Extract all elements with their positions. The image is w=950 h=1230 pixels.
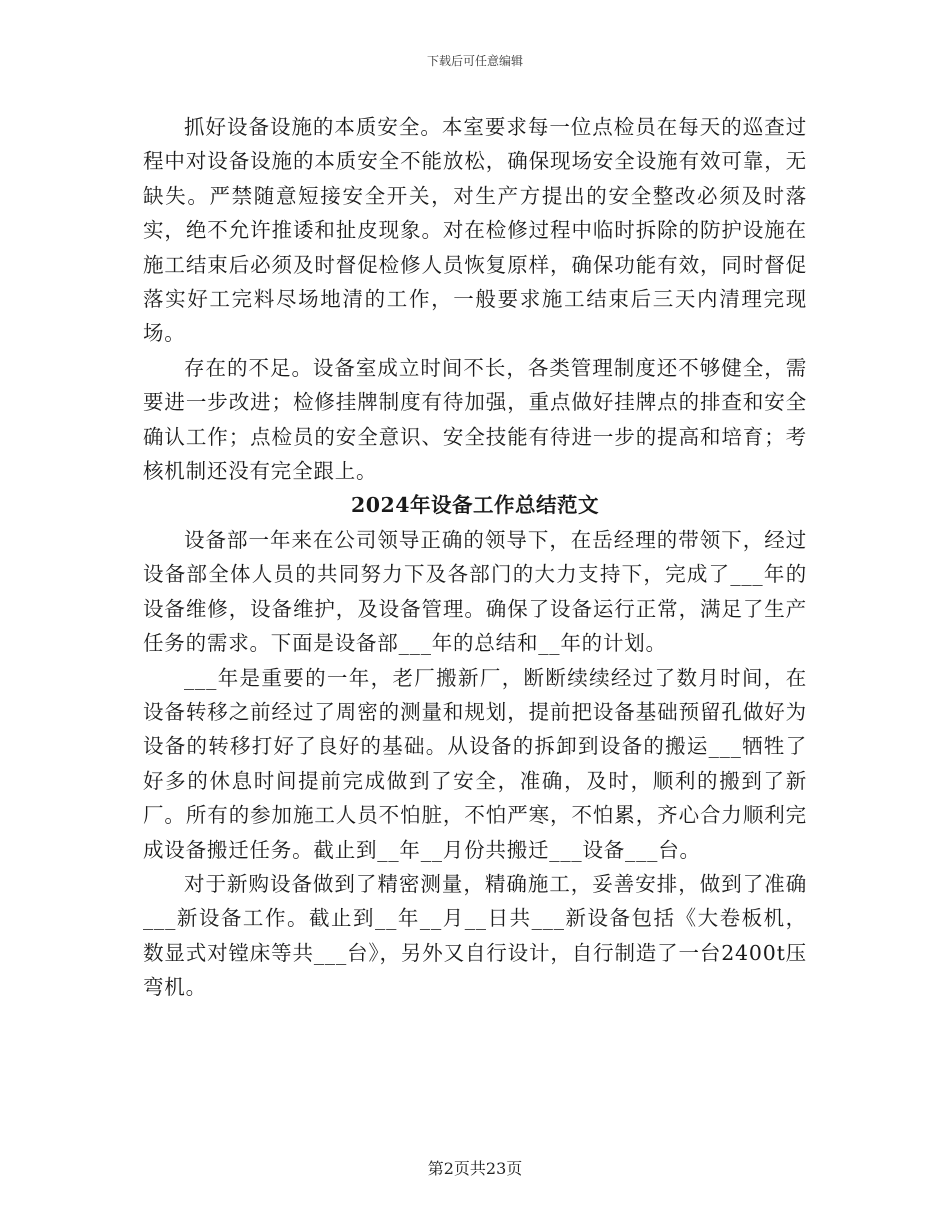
- body-paragraph: 对于新购设备做到了精密测量，精确施工，妥善安排，做到了准确___新设备工作。截止到__年__月__日共___新设备包括《大卷板机，数显式对镗床等共___台》，另外又自行设计，自行制造了一台2400t压弯机。: [143, 871, 807, 1000]
- body-paragraph: 存在的不足。设备室成立时间不长，各类管理制度还不够健全，需要进一步改进；检修挂牌制度有待加强，重点做好挂牌点的排查和安全确认工作；点检员的安全意识、安全技能有待进一步的提高和培育；考核机制还没有完全跟上。: [143, 355, 807, 484]
- section-title: 2024年设备工作总结范文: [350, 493, 600, 518]
- page-header-note: 下载后可任意编辑: [426, 54, 523, 68]
- body-paragraph: 设备部一年来在公司领导正确的领导下，在岳经理的带领下，经过设备部全体人员的共同努力下及各部门的大力支持下，完成了___年的设备维修，设备维护，及设备管理。确保了设备运行正常，满足了生产任务的需求。下面是设备部___年的总结和__年的计划。: [143, 527, 807, 656]
- body-paragraph: ___年是重要的一年，老厂搬新厂，断断续续经过了数月时间，在设备转移之前经过了周密的测量和规划，提前把设备基础预留孔做好为设备的转移打好了良好的基础。从设备的拆卸到设备的搬运___牺牲了好多的休息时间提前完成做到了安全，准确，及时，顺利的搬到了新厂。所有的参加施工人员不怕脏，不怕严寒，不怕累，齐心合力顺利完成设备搬迁任务。截止到__年__月份共搬迁___设备___台。: [143, 665, 807, 862]
- page-number: 第2页共23页: [427, 1159, 523, 1178]
- document-body: [143, 110, 807, 1005]
- body-paragraph: 抓好设备设施的本质安全。本室要求每一位点检员在每天的巡查过程中对设备设施的本质安全不能放松，确保现场安全设施有效可靠，无缺失。严禁随意短接安全开关，对生产方提出的安全整改必须及时落实，绝不允许推诿和扯皮现象。对在检修过程中临时拆除的防护设施在施工结束后必须及时督促检修人员恢复原样，确保功能有效，同时督促落实好工完料尽场地清的工作，一般要求施工结束后三天内清理完现场。: [143, 115, 807, 346]
